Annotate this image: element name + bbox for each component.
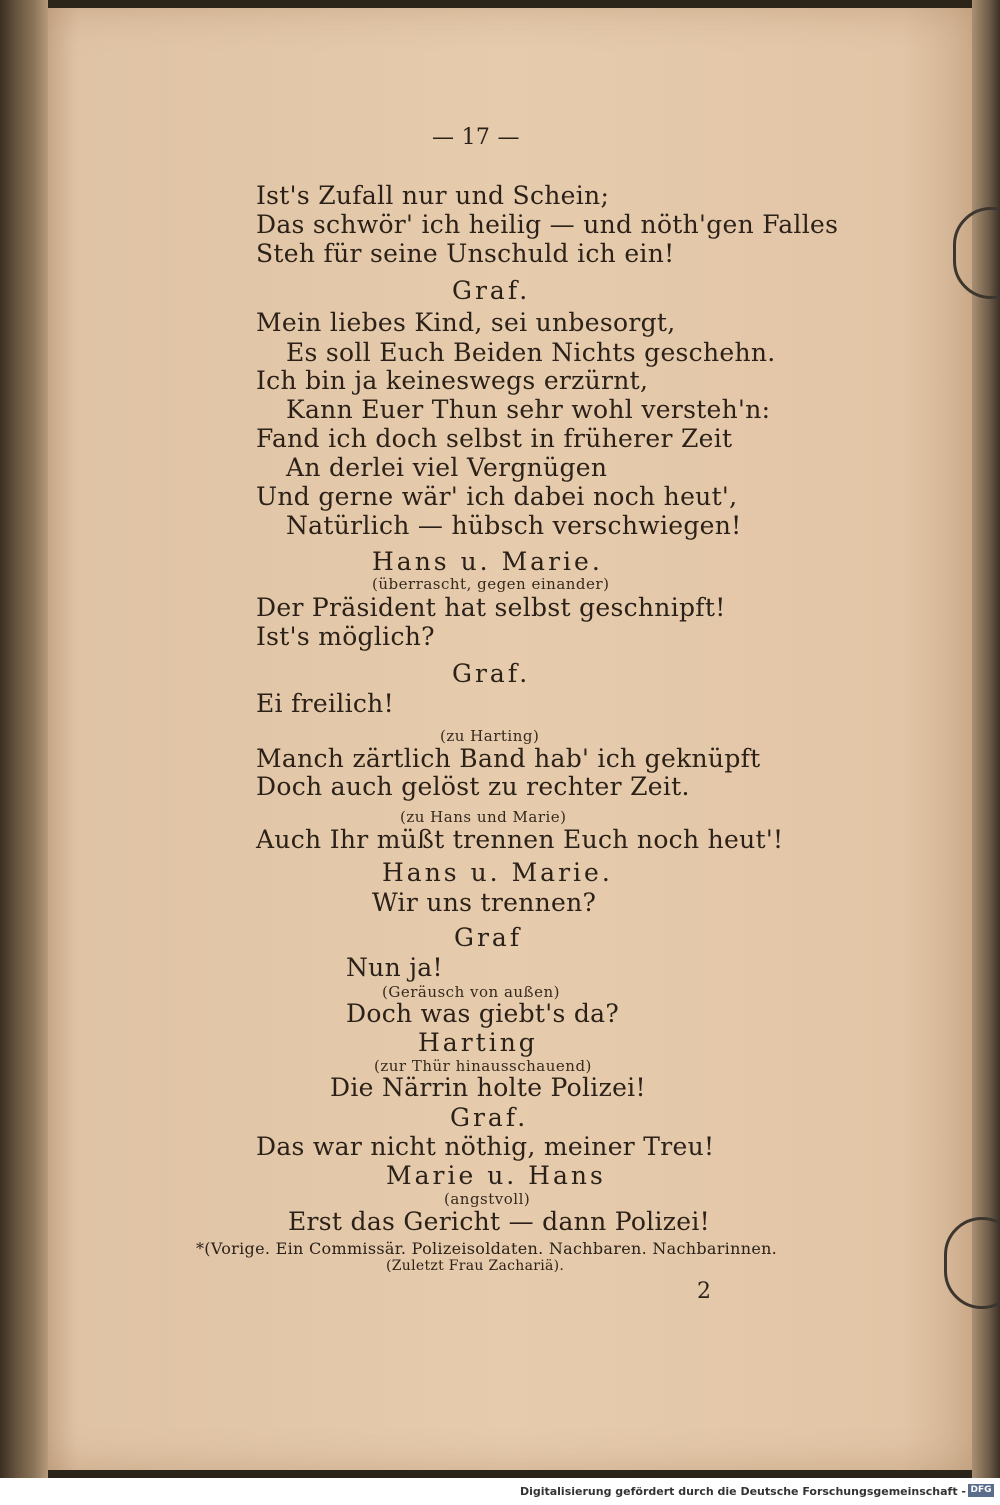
speaker-name: Marie u. Hans — [386, 1161, 606, 1190]
verse-line: An derlei viel Vergnügen — [286, 453, 608, 482]
verse-line: Doch auch gelöst zu rechter Zeit. — [256, 772, 690, 801]
verse-line: Es soll Euch Beiden Nichts geschehn. — [286, 338, 776, 367]
verse-line: Und gerne wär' ich dabei noch heut', — [256, 482, 738, 511]
speaker-name: Graf — [454, 923, 523, 952]
verse-line: Manch zärtlich Band hab' ich geknüpft — [256, 744, 761, 773]
verse-line: Mein liebes Kind, sei unbesorgt, — [256, 308, 676, 337]
verse-line: Fand ich doch selbst in früherer Zeit — [256, 424, 733, 453]
digitization-footer — [0, 1478, 1000, 1505]
verse-line: Auch Ihr müßt trennen Euch noch heut'! — [256, 825, 784, 854]
speaker-name: Graf. — [452, 276, 531, 305]
page-number: — 17 — — [432, 125, 520, 150]
stage-direction: (zu Harting) — [440, 727, 540, 745]
verse-line: Nun ja! — [346, 953, 443, 982]
verse-line: Die Närrin holte Polizei! — [330, 1073, 646, 1102]
verse-line: Ei freilich! — [256, 689, 394, 718]
footnote-line: *(Vorige. Ein Commissär. Polizeisoldaten. Nachbaren. Nachbarinnen. — [196, 1239, 778, 1258]
stage-direction: (zur Thür hinausschauend) — [374, 1057, 592, 1075]
dfg-logo: DFG — [968, 1484, 994, 1497]
speaker-name: Hans u. Marie. — [372, 547, 603, 576]
verse-line: Kann Euer Thun sehr wohl versteh'n: — [286, 395, 771, 424]
speaker-name: Graf. — [450, 1103, 529, 1132]
footnote-line: (Zuletzt Frau Zachariä). — [386, 1258, 565, 1274]
stage-direction: (angstvoll) — [444, 1190, 531, 1208]
verse-line: Steh für seine Unschuld ich ein! — [256, 239, 675, 268]
speaker-name: Harting — [418, 1028, 538, 1057]
verse-line: Das schwör' ich heilig — und nöth'gen Falles — [256, 210, 839, 239]
verse-line: Das war nicht nöthig, meiner Treu! — [256, 1132, 715, 1161]
verse-line: Doch was giebt's da? — [346, 999, 620, 1028]
verse-line: Erst das Gericht — dann Polizei! — [288, 1207, 710, 1236]
verse-line: Natürlich — hübsch verschwiegen! — [286, 511, 742, 540]
speaker-name: Hans u. Marie. — [382, 858, 613, 887]
verse-line: Ist's möglich? — [256, 622, 435, 651]
signature-mark: 2 — [697, 1279, 712, 1304]
verse-line: Der Präsident hat selbst geschnipft! — [256, 593, 726, 622]
stage-direction: (Geräusch von außen) — [382, 983, 560, 1001]
verse-line: Ist's Zufall nur und Schein; — [256, 181, 610, 210]
footer-credit: Digitalisierung gefördert durch die Deutsche Forschungsgemeinschaft - — [519, 1485, 966, 1498]
verse-line: Ich bin ja keineswegs erzürnt, — [256, 366, 649, 395]
stage-direction: (zu Hans und Marie) — [400, 808, 567, 826]
speaker-name: Graf. — [452, 659, 531, 688]
verse-line: Wir uns trennen? — [372, 888, 597, 917]
stage-direction: (überrascht, gegen einander) — [372, 575, 610, 593]
